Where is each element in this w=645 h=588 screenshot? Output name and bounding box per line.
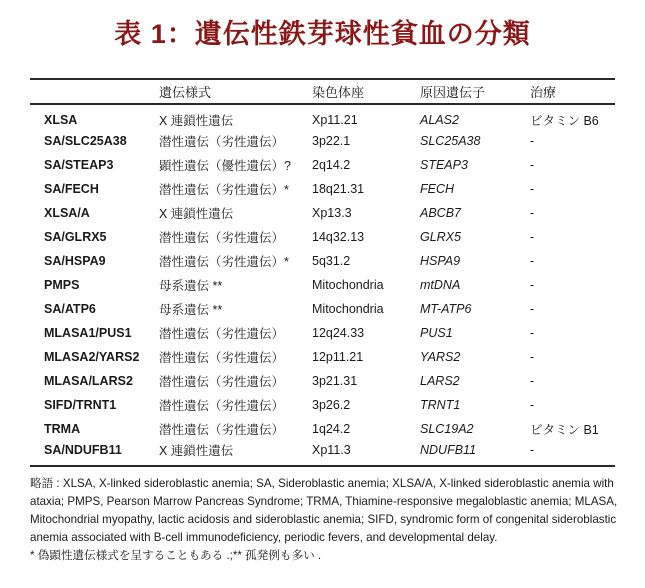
treatment-cell: -: [530, 206, 535, 220]
treatment-cell: ビタミン B1: [530, 423, 599, 437]
row-label: SA/NDUFB11: [44, 443, 122, 457]
inheritance-cell: X 連鎖性遺伝: [159, 444, 234, 458]
locus-cell: Mitochondria: [312, 302, 384, 316]
classification-table: [30, 78, 615, 467]
gene-cell: PUS1: [420, 326, 453, 340]
gene-cell: FECH: [420, 182, 455, 196]
row-label: SIFD/TRNT1: [44, 398, 117, 412]
inheritance-cell: X 連鎖性遺伝: [159, 114, 234, 128]
row-label: XLSA: [44, 113, 78, 127]
treatment-cell: -: [530, 374, 535, 388]
row-label: SA/FECH: [44, 182, 99, 196]
table-row: [30, 153, 615, 177]
row-label: MLASA2/YARS2: [44, 350, 140, 364]
treatment-cell: -: [530, 134, 535, 148]
gene-cell: ABCB7: [420, 206, 461, 220]
inheritance-cell: 潜性遺伝（劣性遺伝）: [159, 375, 285, 389]
locus-cell: Xp11.21: [312, 113, 358, 127]
locus-cell: 3p26.2: [312, 398, 351, 412]
row-label: SA/GLRX5: [44, 230, 107, 244]
table-row: [30, 201, 615, 225]
inheritance-cell: 潜性遺伝（劣性遺伝）*: [159, 255, 289, 269]
row-label: SA/ATP6: [44, 302, 96, 316]
table-row: [30, 321, 615, 345]
gene-cell: HSPA9: [420, 254, 461, 268]
table-header: [30, 79, 615, 104]
inheritance-cell: 母系遺伝 **: [159, 303, 223, 317]
locus-cell: Xp11.3: [312, 443, 351, 457]
treatment-cell: ビタミン B6: [530, 114, 599, 128]
row-label: SA/SLC25A38: [44, 134, 127, 148]
treatment-cell: -: [530, 254, 535, 268]
gene-cell: SLC25A38: [420, 134, 481, 148]
inheritance-cell: 潜性遺伝（劣性遺伝）: [159, 399, 285, 413]
inheritance-cell: 潜性遺伝（劣性遺伝）: [159, 231, 285, 245]
table-row: [30, 104, 615, 129]
inheritance-cell: 母系遺伝 **: [159, 279, 223, 293]
locus-cell: 12q24.33: [312, 326, 365, 340]
locus-cell: 3p21.31: [312, 374, 358, 388]
treatment-cell: -: [530, 230, 535, 244]
inheritance-cell: 潜性遺伝（劣性遺伝）: [159, 135, 285, 149]
row-label: TRMA: [44, 422, 81, 436]
table-row: [30, 129, 615, 153]
row-label: MLASA/LARS2: [44, 374, 133, 388]
gene-cell: TRNT1: [420, 398, 461, 412]
locus-cell: 18q21.31: [312, 182, 365, 196]
table-row: [30, 393, 615, 417]
gene-cell: GLRX5: [420, 230, 461, 244]
table-body: [30, 104, 615, 466]
row-label: PMPS: [44, 278, 80, 292]
inheritance-cell: 潜性遺伝（劣性遺伝）: [159, 423, 285, 437]
inheritance-cell: X 連鎖性遺伝: [159, 207, 234, 221]
treatment-cell: -: [530, 302, 535, 316]
treatment-cell: -: [530, 182, 535, 196]
treatment-cell: -: [530, 278, 535, 292]
row-label: MLASA1/PUS1: [44, 326, 132, 340]
row-label: XLSA/A: [44, 206, 90, 220]
locus-cell: 2q14.2: [312, 158, 351, 172]
locus-cell: 14q32.13: [312, 230, 365, 244]
header-gene: 原因遺伝子: [420, 85, 486, 100]
treatment-cell: -: [530, 398, 535, 412]
paper-table-page: [0, 12, 645, 588]
gene-cell: SLC19A2: [420, 422, 474, 436]
table-row: [30, 225, 615, 249]
table-row: [30, 249, 615, 273]
table-row: [30, 345, 615, 369]
inheritance-cell: 潜性遺伝（劣性遺伝）: [159, 351, 285, 365]
header-name: [30, 79, 159, 104]
table-row: [30, 177, 615, 201]
inheritance-cell: 潜性遺伝（劣性遺伝）*: [159, 183, 289, 197]
locus-cell: Mitochondria: [312, 278, 384, 292]
locus-cell: Xp13.3: [312, 206, 352, 220]
treatment-cell: -: [530, 158, 535, 172]
header-inheritance: 遺伝様式: [159, 85, 212, 100]
gene-cell: MT-ATP6: [420, 302, 472, 316]
table-row: [30, 369, 615, 393]
header-row: [30, 79, 615, 104]
header-locus: 染色体座: [312, 85, 365, 100]
abbreviations-note: 略語 : XLSA, X-linked sideroblastic anemia; SA, Sideroblastic anemia; XLSA/A, X-linked sideroblastic anemia with ataxia; PMPS, Pearson Marrow Pancreas Syndrome; TRMA, Thiamine-responsive megaloblastic anemia; MLASA, Mitochondrial myopathy, lactic acidosis and sideroblastic anemia; SIFD, syndromic form of congenital sideroblastic anemia associated with B-cell immunodeficiency, periodic fevers, and developmental delay.: [30, 477, 618, 545]
gene-cell: ALAS2: [420, 113, 459, 127]
locus-cell: 3p22.1: [312, 134, 351, 148]
treatment-cell: -: [530, 443, 535, 457]
treatment-cell: -: [530, 350, 535, 364]
gene-cell: NDUFB11: [420, 443, 477, 457]
page-title: 表 1：遺伝性鉄芽球性貧血の分類: [114, 19, 531, 49]
gene-cell: STEAP3: [420, 158, 468, 172]
locus-cell: 12p11.21: [312, 350, 364, 364]
table-row: [30, 273, 615, 297]
row-label: SA/STEAP3: [44, 158, 114, 172]
treatment-cell: -: [530, 326, 535, 340]
table-row: [30, 441, 615, 466]
table-row: [30, 417, 615, 441]
inheritance-cell: 潜性遺伝（劣性遺伝）: [159, 327, 285, 341]
inheritance-cell: 顕性遺伝（優性遺伝）?: [159, 159, 291, 173]
locus-cell: 1q24.2: [312, 422, 351, 436]
footnotes: [30, 475, 618, 565]
row-label: SA/HSPA9: [44, 254, 106, 268]
gene-cell: YARS2: [420, 350, 461, 364]
table-row: [30, 297, 615, 321]
gene-cell: LARS2: [420, 374, 460, 388]
asterisk-note: * 偽顕性遺伝様式を呈することもある .;** 孤発例も多い .: [30, 549, 322, 563]
locus-cell: 5q31.2: [312, 254, 351, 268]
header-treatment: 治療: [530, 85, 557, 100]
gene-cell: mtDNA: [420, 278, 461, 292]
